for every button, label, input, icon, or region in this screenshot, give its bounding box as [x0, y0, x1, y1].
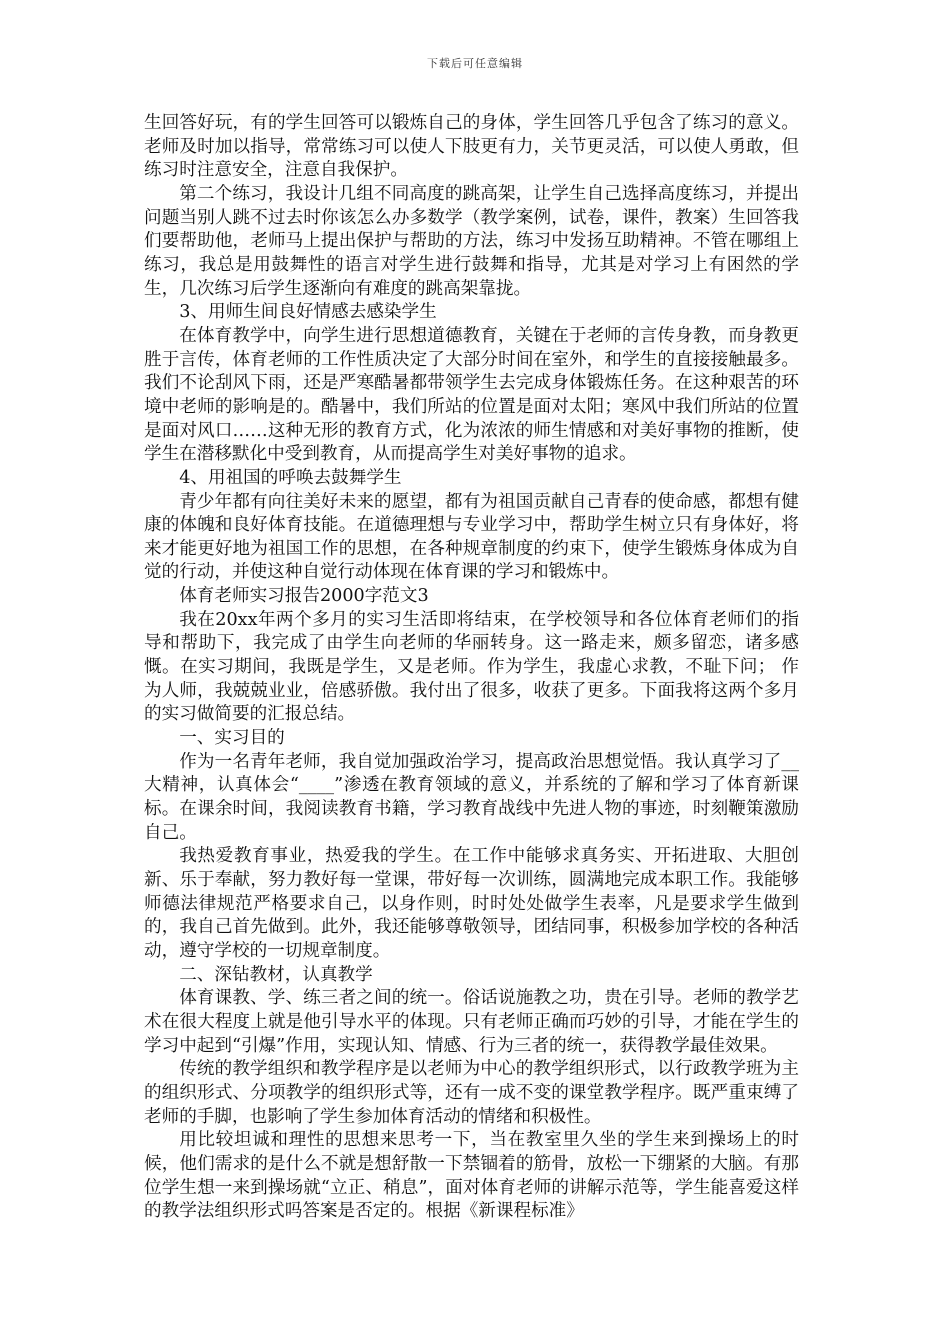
paragraph: 传统的教学组织和教学程序是以老师为中心的教学组织形式，以行政教学班为主的组织形式、分项教学的组织形式等，还有一成不变的课堂教学程序。既严重束缚了老师的手脚，也影响了学生参加体育活动的情绪和积极性。: [144, 1059, 799, 1127]
page-header: 下载后可任意编辑: [427, 57, 523, 70]
paragraph: 我热爱教育事业，热爱我的学生。在工作中能够求真务实、开拓进取、大胆创新、乐于奉献，努力教好每一堂课，带好每一次训练，圆满地完成本职工作。我能够师德法律规范严格要求自己，以身作则，时时处处做学生表率，凡是要求学生做到的，我自己首先做到。此外，我还能够尊敬领导，团结同事，积极参加学校的各种活动，遵守学校的一切规章制度。: [144, 846, 799, 961]
paragraph: 体育课教、学、练三者之间的统一。俗话说施教之功，贵在引导。老师的教学艺术在很大程度上就是他引导水平的体现。只有老师正确而巧妙的引导，才能在学生的学习中起到“引爆”作用，实现认知、情感、行为三者的统一，获得教学最佳效果。: [144, 988, 799, 1056]
article-title: 体育老师实习报告2000字范文3: [179, 586, 429, 607]
section-heading: 4、用祖国的呼唤去鼓舞学生: [179, 467, 402, 488]
paragraph: 在体育教学中，向学生进行思想道德教育，关键在于老师的言传身教，而身教更胜于言传，体育老师的工作性质决定了大部分时间在室外，和学生的直接接触最多。我们不论刮风下雨，还是严寒酷暑都带领学生去完成身体锻炼任务。在这种艰苦的环境中老师的影响是的。酷暑中，我们所站的位置是面对太阳；寒风中我们所站的位置是面对风口……这种无形的教育方式，化为浓浓的师生情感和对美好事物的推断，使学生在潜移默化中受到教育，从而提高学生对美好事物的追求。: [144, 325, 799, 465]
paragraph: 我在20xx年两个多月的实习生活即将结束，在学校领导和各位体育老师们的指导和帮助下，我完成了由学生向老师的华丽转身。这一路走来，颇多留恋，诸多感慨。在实习期间，我既是学生，又是老师。作为学生，我虚心求教，不耻下问； 作为人师，我兢兢业业，倍感骄傲。我付出了很多，收获了更多。下面我将这两个多月的实习做简要的汇报总结。: [144, 609, 799, 725]
section-heading: 二、深钻教材，认真教学: [179, 964, 373, 985]
paragraph: 生回答好玩，有的学生回答可以锻炼自己的身体，学生回答几乎包含了练习的意义。老师及时加以指导，常常练习可以使人下肢更有力，关节更灵活，可以使人勇敢，但练习时注意安全，注意自我保护。: [144, 113, 799, 181]
paragraph: 用比较坦诚和理性的思想来思考一下，当在教室里久坐的学生来到操场上的时候，他们需求的是什么不就是想舒散一下禁锢着的筋骨，放松一下绷紧的大脑。有那位学生想一来到操场就“立正、稍息”，面对体育老师的讲解示范等，学生能喜爱这样的教学法组织形式吗答案是否定的。根据《新课程标准》: [144, 1130, 799, 1222]
paragraph: 第二个练习，我设计几组不同高度的跳高架，让学生自己选择高度练习，并提出问题当别人跳不过去时你该怎么办多数学（教学案例，试卷，课件，教案）生回答我们要帮助他，老师马上提出保护与帮助的方法，练习中发扬互助精神。不管在哪组上练习，我总是用鼓舞性的语言对学生进行鼓舞和指导，尤其是对学习上有困然的学生，几次练习后学生逐渐向有难度的跳高架靠拢。: [144, 183, 799, 299]
paragraph: 青少年都有向往美好未来的愿望，都有为祖国贡献自己青春的使命感，都想有健康的体魄和良好体育技能。在道德理想与专业学习中，帮助学生树立只有身体好，将来才能更好地为祖国工作的思想，在各种规章制度的约束下，使学生锻炼身体成为自觉的行动，并使这种自觉行动体现在体育课的学习和锻炼中。: [144, 491, 799, 583]
section-heading: 3、用师生间良好情感去感染学生: [179, 302, 437, 323]
body-text: [144, 112, 799, 1224]
section-heading: 一、实习目的: [179, 728, 285, 749]
paragraph: 作为一名青年老师，我自觉加强政治学习，提高政治思想觉悟。我认真学习了__大精神，认真体会“____”渗透在教育领域的意义，并系统的了解和学习了体育新课标。在课余时间，我阅读教育书籍，学习教育战线中先进人物的事迹，时刻鞭策激励自己。: [144, 751, 799, 843]
